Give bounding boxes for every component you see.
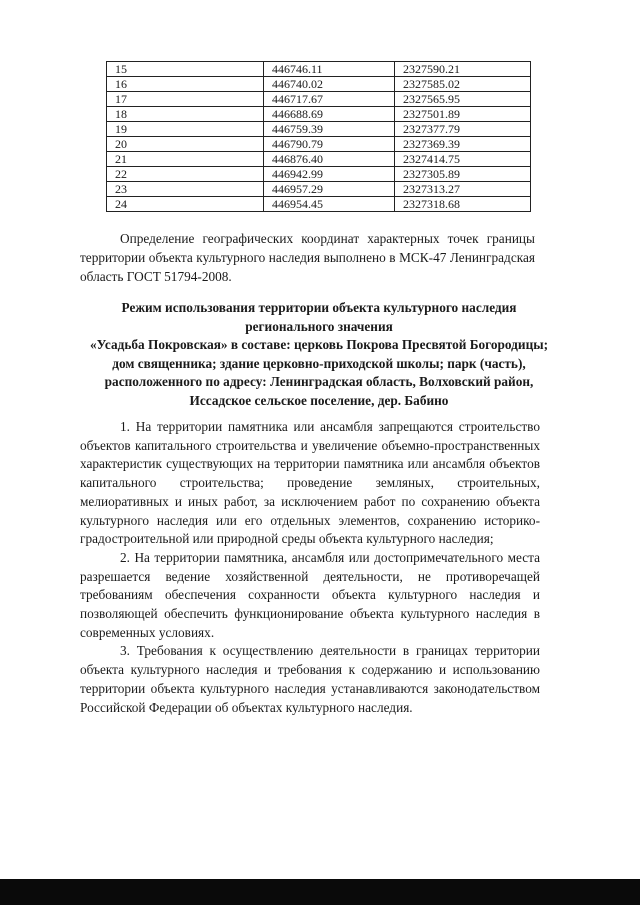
table-row xyxy=(107,137,531,152)
table-row xyxy=(107,122,531,137)
y-coordinate-cell: 2327318.68 xyxy=(395,197,531,212)
table-row xyxy=(107,62,531,77)
point-number-cell: 19 xyxy=(107,122,264,137)
point-number-cell: 16 xyxy=(107,77,264,92)
y-coordinate-cell: 2327585.02 xyxy=(395,77,531,92)
table-row xyxy=(107,92,531,107)
point-number-cell: 23 xyxy=(107,182,264,197)
regime-heading xyxy=(60,299,578,410)
y-coordinate-cell: 2327369.39 xyxy=(395,137,531,152)
heading-line-4: дом священника; здание церковно-приходской школы; парк (часть), xyxy=(112,355,526,371)
heading-line-2: регионального значения xyxy=(245,318,393,334)
point-number-cell: 15 xyxy=(107,62,264,77)
table-row xyxy=(107,77,531,92)
heading-line-6: Иссадское сельское поселение, дер. Бабино xyxy=(189,392,449,408)
y-coordinate-cell: 2327501.89 xyxy=(395,107,531,122)
scan-bottom-edge xyxy=(0,879,640,905)
heading-line-5: расположенного по адресу: Ленинградская область, Волховский район, xyxy=(104,374,534,389)
regime-item-1: 1. На территории памятника или ансамбля запрещаются строительство объектов капитального строительства и увеличение объемно-пространственных характеристик существующих на территории памятника или ансамбля объектов капитального строительства; проведение земляных, строительных, мелиоративных и иных работ, за исключением работ по сохранению объекта культурного наследия или его отдельных элементов, сохранению историко-градостроительной или природной среды объекта культурного наследия; xyxy=(80,419,540,547)
y-coordinate-cell: 2327590.21 xyxy=(395,62,531,77)
point-number-cell: 18 xyxy=(107,107,264,122)
x-coordinate-cell: 446717.67 xyxy=(264,92,395,107)
point-number-cell: 17 xyxy=(107,92,264,107)
table-row xyxy=(107,182,531,197)
x-coordinate-cell: 446740.02 xyxy=(264,77,395,92)
x-coordinate-cell: 446954.45 xyxy=(264,197,395,212)
point-number-cell: 21 xyxy=(107,152,264,167)
y-coordinate-cell: 2327305.89 xyxy=(395,167,531,182)
x-coordinate-cell: 446746.11 xyxy=(264,62,395,77)
x-coordinate-cell: 446942.99 xyxy=(264,167,395,182)
point-number-cell: 20 xyxy=(107,137,264,152)
table-row xyxy=(107,167,531,182)
x-coordinate-cell: 446957.29 xyxy=(264,182,395,197)
coordinates-table xyxy=(106,61,531,212)
y-coordinate-cell: 2327313.27 xyxy=(395,182,531,197)
y-coordinate-cell: 2327565.95 xyxy=(395,92,531,107)
x-coordinate-cell: 446688.69 xyxy=(264,107,395,122)
coordinates-definition-paragraph: Определение географических координат характерных точек границы территории объекта культурного наследия выполнено в МСК-47 Ленинградская область ГОСТ 51794-2008. xyxy=(80,231,535,284)
regime-item-2: 2. На территории памятника, ансамбля или достопримечательного места разрешается ведение хозяйственной деятельности, не противоречащей требованиям обеспечения сохранности объекта культурного наследия и позволяющей обеспечить функционирование объекта культурного наследия в современных условиях. xyxy=(80,549,540,640)
point-number-cell: 24 xyxy=(107,197,264,212)
x-coordinate-cell: 446876.40 xyxy=(264,152,395,167)
y-coordinate-cell: 2327377.79 xyxy=(395,122,531,137)
coordinates-table-body xyxy=(107,62,531,212)
x-coordinate-cell: 446790.79 xyxy=(264,137,395,152)
heading-line-1: Режим использования территории объекта культурного наследия xyxy=(121,300,517,315)
heading-line-3: «Усадьба Покровская» в составе: церковь Покрова Пресвятой Богородицы; xyxy=(89,337,549,352)
table-row xyxy=(107,152,531,167)
regime-item-3: 3. Требования к осуществлению деятельности в границах территории объекта культурного наследия и требования к содержанию и использованию территории объекта культурного наследия устанавливаются законодательством Российской Федерации об объектах культурного наследия. xyxy=(80,643,540,715)
y-coordinate-cell: 2327414.75 xyxy=(395,152,531,167)
x-coordinate-cell: 446759.39 xyxy=(264,122,395,137)
table-row xyxy=(107,107,531,122)
table-row xyxy=(107,197,531,212)
point-number-cell: 22 xyxy=(107,167,264,182)
regime-items-list xyxy=(80,418,540,717)
